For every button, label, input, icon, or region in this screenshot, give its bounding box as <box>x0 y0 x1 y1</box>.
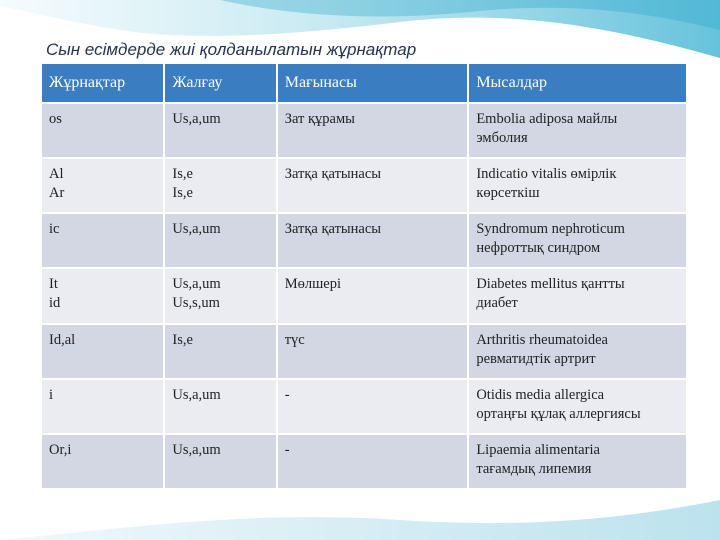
example-translation: нефроттық синдром <box>476 240 601 257</box>
ending-cell <box>165 214 275 267</box>
example-latin: Lipaemia alimentaria <box>476 441 600 458</box>
ending-cell <box>165 269 275 322</box>
suffix-cell <box>42 435 163 488</box>
ending-cell <box>165 159 275 212</box>
suffix-cell <box>42 104 163 157</box>
example-latin: Indicatio vitalis өмірлік <box>476 166 617 183</box>
suffix-text: Al <box>49 166 64 183</box>
table-row <box>42 435 686 488</box>
meaning-cell: - <box>278 380 468 433</box>
meaning-cell: түс <box>278 325 468 378</box>
suffix-text: Id,al <box>49 331 76 348</box>
ending-cell <box>165 380 275 433</box>
table-row <box>42 269 686 322</box>
ending-text: Us,a,um <box>172 386 221 403</box>
suffix-text: Or,i <box>49 441 72 458</box>
ending-cell <box>165 325 275 378</box>
ending-text: Us,a,um <box>172 221 221 238</box>
ending-text: Is,e <box>172 331 193 348</box>
ending-text: Us,s,um <box>172 295 220 312</box>
example-latin: Diabetes mellitus қантты <box>476 276 625 293</box>
table-row <box>42 325 686 378</box>
header-examples: Мысалдар <box>469 64 686 102</box>
suffix-text: It <box>49 276 58 293</box>
meaning-cell: Затқа қатынасы <box>278 214 468 267</box>
suffix-cell <box>42 325 163 378</box>
ending-text: Us,a,um <box>172 276 221 293</box>
example-cell <box>469 104 686 157</box>
example-latin: Arthritis rheumatoidea <box>476 331 608 348</box>
ending-text: Us,a,um <box>172 441 221 458</box>
suffix-table <box>40 62 688 490</box>
example-translation: тағамдық липемия <box>476 460 592 477</box>
header-suffixes: Жұрнақтар <box>42 64 163 102</box>
suffix-text: id <box>49 295 61 312</box>
suffix-text: ic <box>49 221 60 238</box>
table-row <box>42 104 686 157</box>
example-cell <box>469 435 686 488</box>
suffix-cell <box>42 214 163 267</box>
example-cell <box>469 159 686 212</box>
suffix-cell <box>42 159 163 212</box>
meaning-cell: Зат құрамы <box>278 104 468 157</box>
ending-text: Us,a,um <box>172 111 221 127</box>
table-row <box>42 214 686 267</box>
example-cell <box>469 269 686 322</box>
suffix-cell <box>42 269 163 322</box>
meaning-cell: Мөлшері <box>278 269 468 322</box>
table-header-row <box>42 64 686 102</box>
meaning-cell: Затқа қатынасы <box>278 159 468 212</box>
table-row <box>42 159 686 212</box>
example-latin: Syndromum nephroticum <box>476 221 625 238</box>
example-translation: ортаңғы құлақ аллергиясы <box>476 405 641 422</box>
meaning-cell: - <box>278 435 468 488</box>
example-translation: диабет <box>476 295 518 312</box>
example-latin: Embolia adiposa майлы <box>476 111 618 127</box>
ending-cell <box>165 104 275 157</box>
example-translation: эмболия <box>476 130 528 146</box>
suffix-text: i <box>49 386 54 403</box>
example-cell <box>469 214 686 267</box>
example-cell <box>469 325 686 378</box>
ending-cell <box>165 435 275 488</box>
example-translation: көрсеткіш <box>476 185 540 202</box>
table-row <box>42 380 686 433</box>
suffix-text: os <box>49 111 62 127</box>
header-meaning: Мағынасы <box>278 64 468 102</box>
example-latin: Otidis media allergica <box>476 386 605 403</box>
example-cell <box>469 380 686 433</box>
ending-text: Is,e <box>172 185 193 202</box>
ending-text: Is,e <box>172 166 193 183</box>
suffix-cell <box>42 380 163 433</box>
slide-title: Сын есімдерде жиі қолданылатын жұрнақтар <box>46 40 417 59</box>
header-ending: Жалғау <box>165 64 275 102</box>
example-translation: ревматидтік артрит <box>476 350 596 367</box>
suffix-text: Ar <box>49 185 65 202</box>
